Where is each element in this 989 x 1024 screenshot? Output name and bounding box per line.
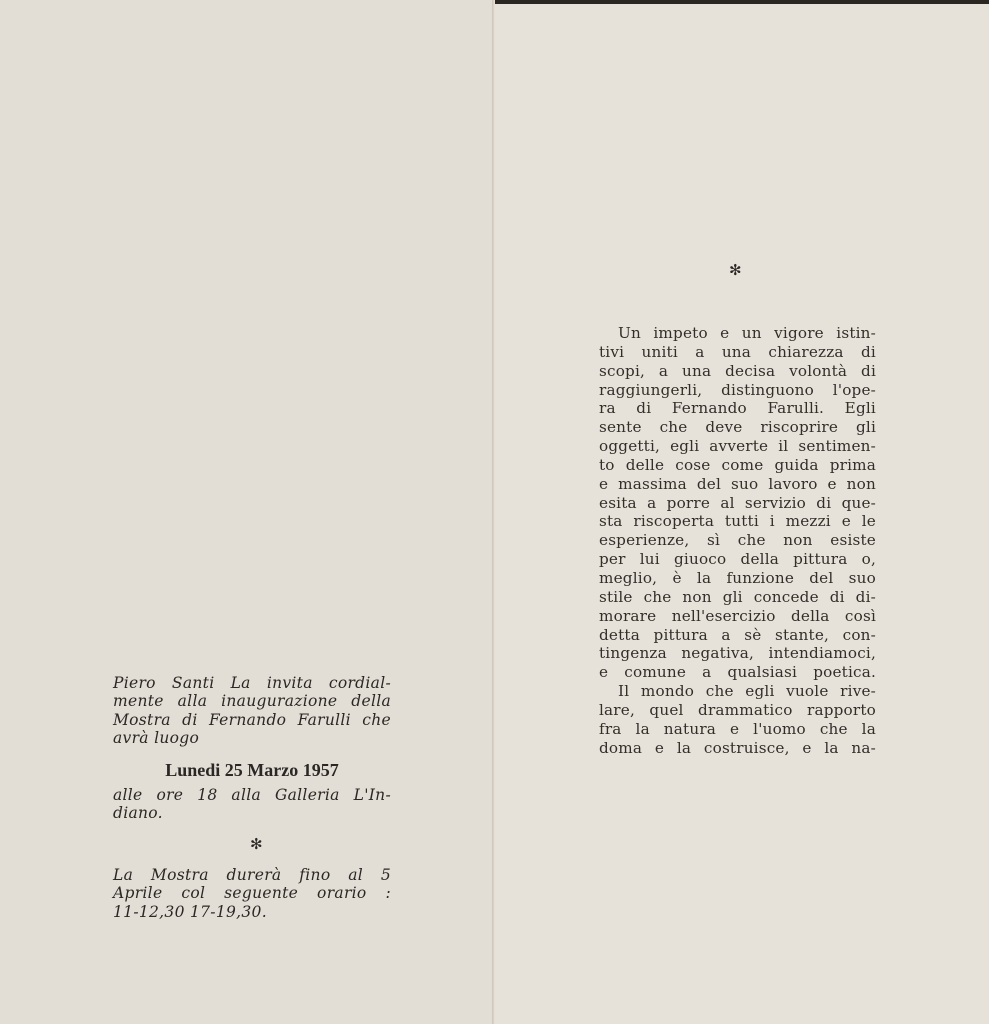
text-line: lare, quel drammatico rapporto xyxy=(599,700,876,719)
text-line: avrà luogo xyxy=(113,728,200,747)
text-line: Aprile col seguente orario : xyxy=(113,884,391,903)
asterism-icon: ✻ xyxy=(729,261,742,279)
text-line: Mostra di Fernando Farulli che xyxy=(113,710,391,729)
text-line: e comune a qualsiasi poetica. xyxy=(599,663,876,682)
text-line: esita a porre al servizio di que- xyxy=(599,493,876,512)
text-line: sta riscoperta tutti i mezzi e le xyxy=(599,512,876,531)
text-line: scopi, a una decisa volontà di xyxy=(599,361,876,380)
text-line: Un impeto e un vigore istin- xyxy=(618,324,876,342)
text-line: mente alla inaugurazione della xyxy=(113,692,391,711)
asterism-icon: ✻ xyxy=(250,835,263,853)
text-line: detta pittura a sè stante, con- xyxy=(599,625,876,644)
event-date: Lunedi 25 Marzo 1957 xyxy=(165,760,339,780)
text-line: esperienze, sì che non esiste xyxy=(599,531,876,550)
text-line: ra di Fernando Farulli. Egli xyxy=(599,399,876,418)
text-line: raggiungerli, distinguono l'ope- xyxy=(599,380,876,399)
text-line: Il mondo che egli vuole rive- xyxy=(618,682,876,701)
location-text xyxy=(113,786,391,823)
text-line: per lui giuoco della pittura o, xyxy=(599,550,876,569)
invitation-text xyxy=(113,674,391,747)
text-line: tivi uniti a una chiarezza di xyxy=(599,342,876,361)
text-line: meglio, è la funzione del suo xyxy=(599,568,876,587)
text-line: alle ore 18 alla Galleria L'In- xyxy=(113,786,391,804)
text-line: morare nell'esercizio della così xyxy=(599,606,876,625)
text-line: e massima del suo lavoro e non xyxy=(599,474,876,493)
text-line: La Mostra durerà fino al 5 xyxy=(113,866,391,884)
text-line: Piero Santi La invita cordial- xyxy=(113,674,391,692)
text-line: sente che deve riscoprire gli xyxy=(599,418,876,437)
text-line: fra la natura e l'uomo che la xyxy=(599,719,876,738)
essay-text xyxy=(599,324,876,757)
hours-text xyxy=(113,866,391,921)
text-line: 11-12,30 17-19,30. xyxy=(113,902,267,921)
text-line: stile che non gli concede di di- xyxy=(599,587,876,606)
text-line: oggetti, egli avverte il sentimen- xyxy=(599,437,876,456)
text-line: tingenza negativa, intendiamoci, xyxy=(599,644,876,663)
text-line: diano. xyxy=(113,804,163,823)
text-line: to delle cose come guida prima xyxy=(599,455,876,474)
text-line: doma e la costruisce, e la na- xyxy=(599,738,876,757)
